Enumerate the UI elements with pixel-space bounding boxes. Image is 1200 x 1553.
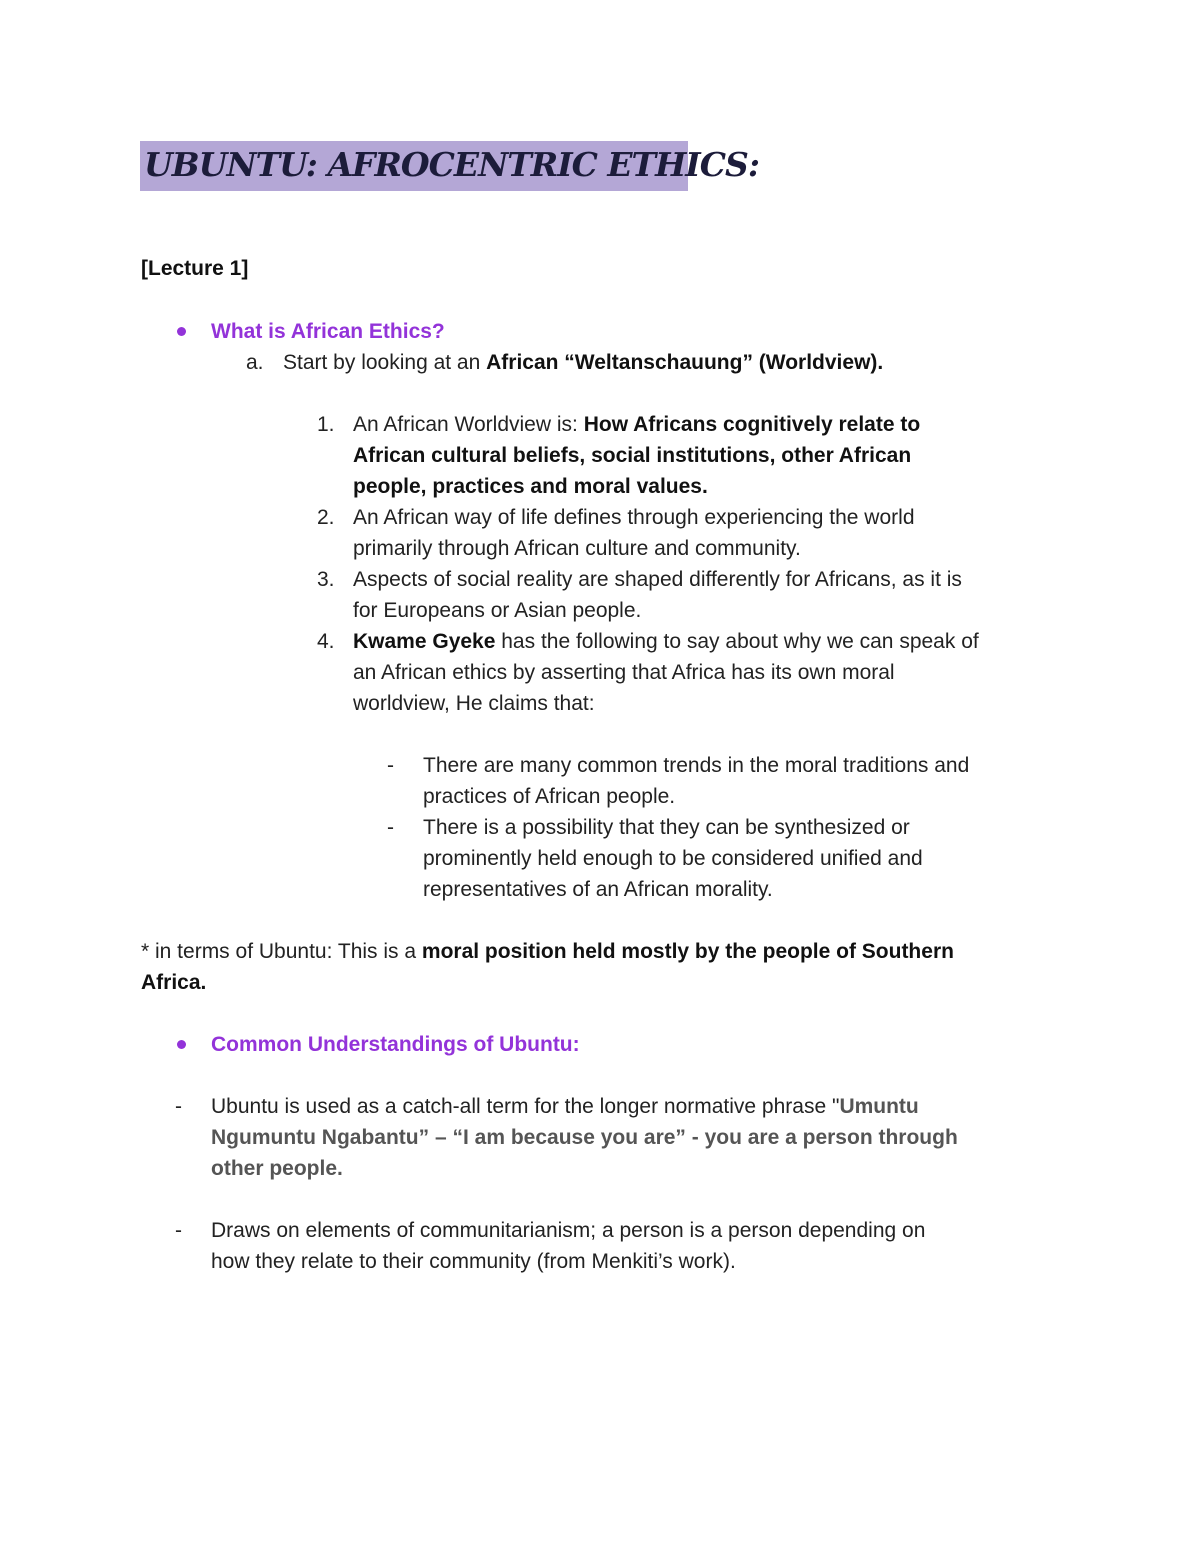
dash-marker: - xyxy=(387,754,394,777)
list-item-line: African cultural beliefs, social institutions, other African xyxy=(353,444,912,467)
list-item-bold: How Africans cognitively relate to xyxy=(583,413,921,436)
note-bold: moral position held mostly by the people of Southern xyxy=(421,940,954,963)
bullet-icon xyxy=(177,327,186,336)
bullet-icon xyxy=(177,1040,186,1049)
dash-marker: - xyxy=(175,1095,182,1118)
list-item-line xyxy=(353,626,979,657)
quote-text: Umuntu xyxy=(839,1095,919,1118)
dash-item-line: Draws on elements of communitarianism; a person is a person depending on xyxy=(211,1219,926,1242)
ubuntu-note-line: Africa. xyxy=(141,971,207,994)
list-item-line: primarily through African culture and community. xyxy=(353,537,801,560)
title-highlight xyxy=(140,141,760,191)
list-item-line: An African way of life defines through experiencing the world xyxy=(353,506,915,529)
dash-item-line: how they relate to their community (from Menkiti’s work). xyxy=(211,1250,736,1273)
list-item-line: worldview, He claims that: xyxy=(353,692,595,715)
note-text: * in terms of Ubuntu: This is a xyxy=(141,940,422,963)
dash-item-line: practices of African people. xyxy=(423,785,676,808)
dash-marker: - xyxy=(387,816,394,839)
list-item-text: An African Worldview is: xyxy=(353,413,584,436)
sub-item-a-bold: African “Weltanschauung” (Worldview). xyxy=(486,351,884,374)
list-marker: 1. xyxy=(317,413,335,436)
list-item-text: has the following to say about why we can speak of xyxy=(495,630,979,653)
quote-text: Ngumuntu Ngabantu” – “I am because you are” - you are a person through xyxy=(211,1126,958,1149)
dash-item-text: Ubuntu is used as a catch-all term for the longer normative phrase " xyxy=(211,1095,840,1118)
dash-item-line: There is a possibility that they can be synthesized or xyxy=(423,816,910,839)
list-item-line: Aspects of social reality are shaped differently for Africans, as it is xyxy=(353,568,962,591)
list-item-line: an African ethics by asserting that Africa has its own moral xyxy=(353,661,895,684)
quote-text: other people. xyxy=(211,1157,343,1180)
sub-item-a xyxy=(283,347,883,378)
list-marker: 3. xyxy=(317,568,335,591)
list-item-line xyxy=(353,409,920,440)
list-item-line: for Europeans or Asian people. xyxy=(353,599,642,622)
list-marker: 2. xyxy=(317,506,335,529)
list-marker: 4. xyxy=(317,630,335,653)
dash-item-line: representatives of an African morality. xyxy=(423,878,773,901)
sub-item-a-text: Start by looking at an xyxy=(283,351,487,374)
section-heading-common-understandings: Common Understandings of Ubuntu: xyxy=(211,1033,580,1056)
dash-item-line xyxy=(211,1091,919,1122)
section-heading-african-ethics: What is African Ethics? xyxy=(211,320,445,343)
dash-marker: - xyxy=(175,1219,182,1242)
dash-item-line: prominently held enough to be considered unified and xyxy=(423,847,923,870)
dash-item-line: There are many common trends in the moral traditions and xyxy=(423,754,970,777)
list-item-line: people, practices and moral values. xyxy=(353,475,708,498)
list-item-bold: Kwame Gyeke xyxy=(353,630,496,653)
page-title: UBUNTU: AFROCENTRIC ETHICS: xyxy=(144,145,760,184)
lecture-label: [Lecture 1] xyxy=(141,257,249,280)
list-marker: a. xyxy=(246,351,264,374)
ubuntu-note-line xyxy=(141,936,954,967)
